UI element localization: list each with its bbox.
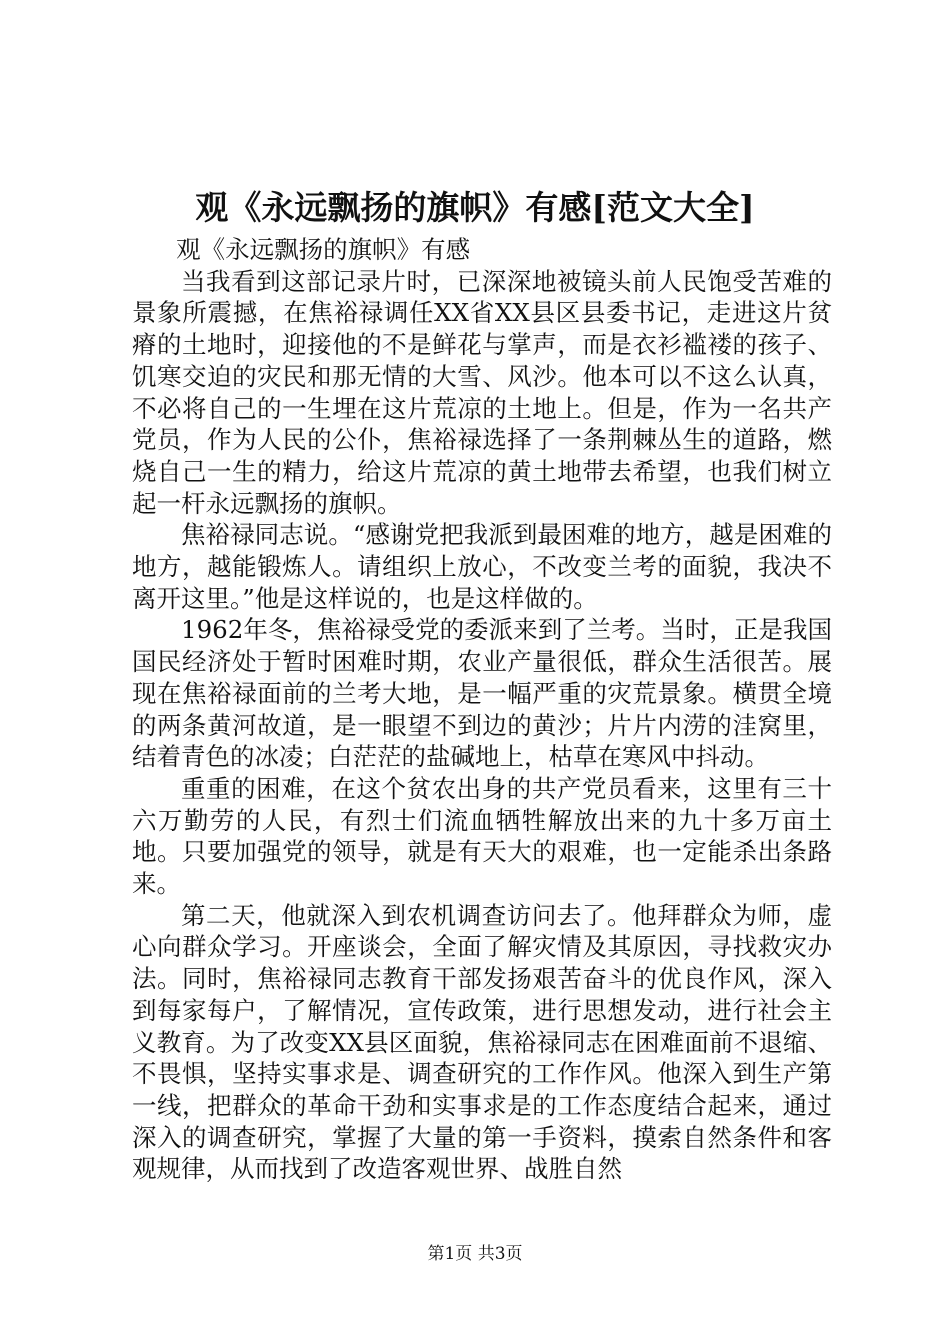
page-footer: 第1页 共3页 — [427, 1244, 523, 1264]
document-body — [132, 234, 832, 1185]
paragraph: 焦裕禄同志说。“感谢党把我派到最困难的地方，越是困难的地方，越能锻炼人。请组织上放心，不改变兰考的面貌，我决不离开这里。”他是这样说的，也是这样做的。 — [132, 520, 832, 613]
paragraph: 重重的困难，在这个贫农出身的共产党员看来，这里有三十六万勤劳的人民，有烈士们流血牺牲解放出来的九十多万亩土地。只要加强党的领导，就是有天大的艰难，也一定能杀出条路来。 — [132, 773, 832, 899]
paragraph: 当我看到这部记录片时，已深深地被镜头前人民饱受苦难的景象所震撼，在焦裕禄调任XX省XX县区县委书记，走进这片贫瘠的土地时，迎接他的不是鲜花与掌声，而是衣衫褴褛的孩子、饥寒交迫的灾民和那无情的大雪、风沙。他本可以不这么认真，不必将自己的一生埋在这片荒凉的土地上。但是，作为一名共产党员，作为人民的公仆，焦裕禄选择了一条荆棘丛生的道路，燃烧自己一生的精力，给这片荒凉的黄土地带去希望，也我们树立起一杆永远飘扬的旗帜。 — [132, 266, 832, 518]
document-title: 观《永远飘扬的旗帜》有感[范文大全] — [195, 188, 755, 227]
paragraph: 第二天，他就深入到农机调查访问去了。他拜群众为师，虚心向群众学习。开座谈会，全面了解灾情及其原因，寻找救灾办法。同时，焦裕禄同志教育干部发扬艰苦奋斗的优良作风，深入到每家每户，了解情况，宣传政策，进行思想发动，进行社会主义教育。为了改变XX县区面貌，焦裕禄同志在困难面前不退缩、不畏惧，坚持实事求是、调查研究的工作作风。他深入到生产第一线，把群众的革命干劲和实事求是的工作态度结合起来，通过深入的调查研究，掌握了大量的第一手资料，摸索自然条件和客观规律，从而找到了改造客观世界、战胜自然 — [132, 900, 832, 1184]
paragraph: 1962年冬，焦裕禄受党的委派来到了兰考。当时，正是我国国民经济处于暂时困难时期，农业产量很低，群众生活很苦。展现在焦裕禄面前的兰考大地，是一幅严重的灾荒景象。横贯全境的两条黄河故道，是一眼望不到边的黄沙；片片内涝的洼窝里，结着青色的冰凌；白茫茫的盐碱地上，枯草在寒风中抖动。 — [132, 615, 832, 772]
document-subtitle: 观《永远飘扬的旗帜》有感 — [176, 235, 471, 264]
